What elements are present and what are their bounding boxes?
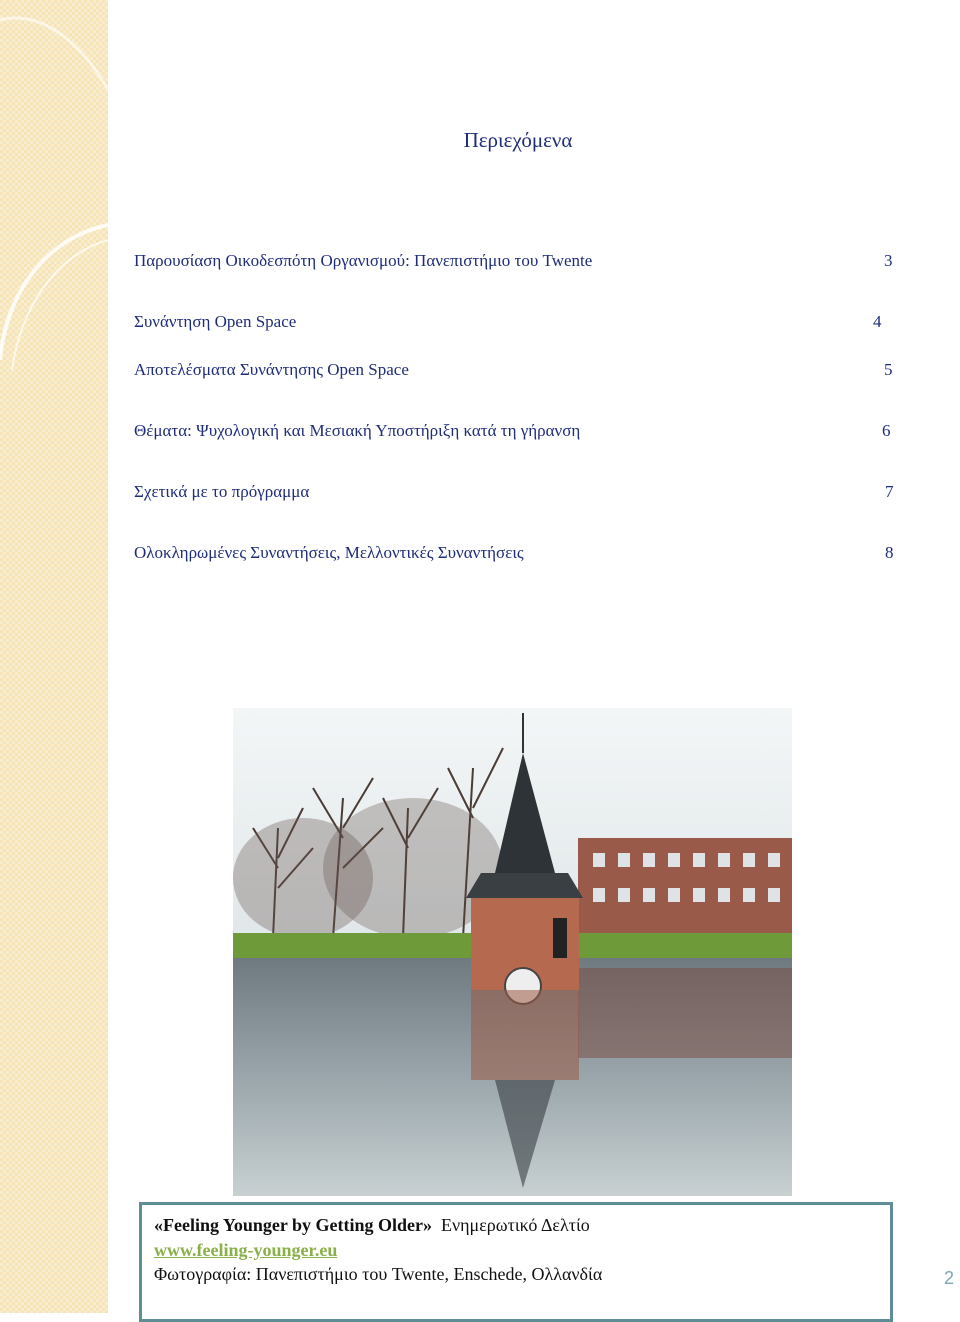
project-name: «Feeling Younger by Getting Older»	[154, 1215, 432, 1235]
campus-tower-pond-image	[233, 708, 792, 1196]
toc-entry-about-programme[interactable]: Σχετικά με το πρόγραμμα	[134, 482, 310, 501]
toc-page-number: 6	[882, 421, 891, 440]
toc-page-number: 4	[873, 312, 882, 331]
newsletter-label: Ενημερωτικό Δελτίο	[441, 1215, 590, 1235]
toc-entry-meetings[interactable]: Ολοκληρωμένες Συναντήσεις, Μελλοντικές Συναντήσεις	[134, 543, 524, 562]
toc-entry-open-space-meeting[interactable]: Συνάντηση Open Space	[134, 312, 297, 331]
toc-entry-open-space-results[interactable]: Αποτελέσματα Συνάντησης Open Space	[134, 360, 409, 379]
decorative-sidebar	[0, 0, 108, 1313]
toc-page-number: 3	[884, 251, 893, 270]
website-line	[154, 1240, 337, 1261]
page-title: Περιεχόμενα	[463, 128, 573, 152]
newsletter-title-line	[154, 1215, 590, 1236]
toc-entry-host-organisation[interactable]: Παρουσίαση Οικοδεσπότη Οργανισμού: Πανεπιστήμιο του Twente	[134, 251, 593, 270]
website-link[interactable]: www.feeling-younger.eu	[154, 1240, 338, 1260]
toc-entry-topics[interactable]: Θέματα: Ψυχολογική και Μεσιακή Υποστήριξη κατά τη γήρανση	[134, 421, 581, 440]
page-number: 2	[944, 1268, 955, 1288]
toc-page-number: 7	[885, 482, 894, 501]
photo-credit: Φωτογραφία: Πανεπιστήμιο του Twente, Enschede, Ολλανδία	[154, 1264, 603, 1284]
university-twente-photo	[233, 708, 792, 1196]
toc-page-number: 5	[884, 360, 893, 379]
newsletter-footer-box	[139, 1202, 893, 1322]
sidebar-swirl-decoration	[0, 0, 108, 1313]
toc-page-number: 8	[885, 543, 894, 562]
